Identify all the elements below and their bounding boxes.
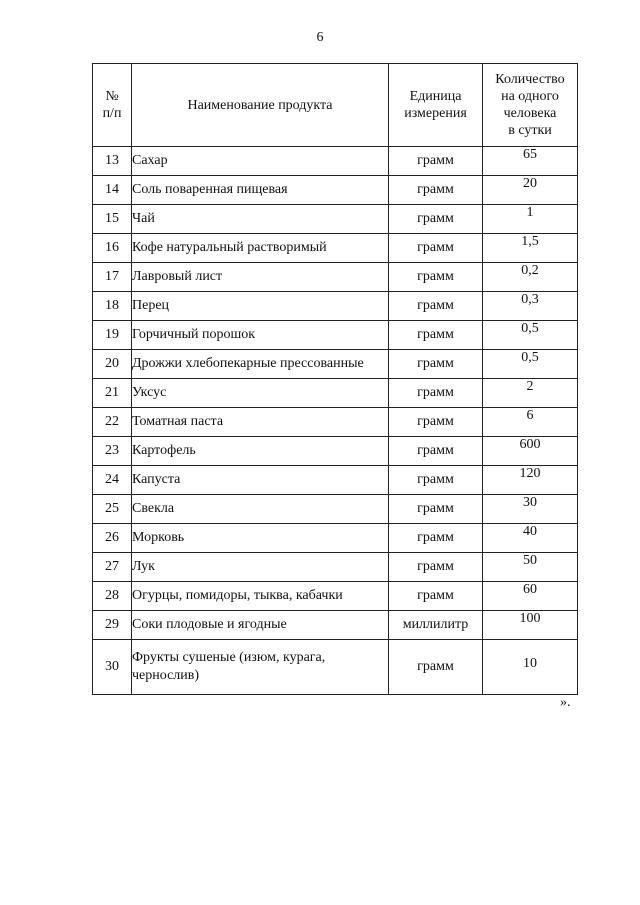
row-number: 16 [93, 234, 132, 263]
quantity: 65 [483, 147, 578, 176]
table-row [93, 524, 578, 553]
row-number: 23 [93, 437, 132, 466]
product-name: Фрукты сушеные (изюм, курага, чернослив) [132, 640, 389, 695]
unit: грамм [389, 582, 483, 611]
product-name: Лавровый лист [132, 263, 389, 292]
unit: грамм [389, 263, 483, 292]
table-row [93, 234, 578, 263]
unit: грамм [389, 379, 483, 408]
products-table [92, 63, 578, 695]
table-row [93, 582, 578, 611]
product-name: Дрожжи хлебопекарные прессованные [132, 350, 389, 379]
quantity: 10 [483, 640, 578, 695]
row-number: 29 [93, 611, 132, 640]
table-row [93, 437, 578, 466]
product-name: Чай [132, 205, 389, 234]
row-number: 25 [93, 495, 132, 524]
row-number: 24 [93, 466, 132, 495]
quantity: 60 [483, 582, 578, 611]
quantity: 2 [483, 379, 578, 408]
product-name: Огурцы, помидоры, тыква, кабачки [132, 582, 389, 611]
unit: грамм [389, 176, 483, 205]
table-row [93, 263, 578, 292]
row-number: 19 [93, 321, 132, 350]
product-name: Соки плодовые и ягодные [132, 611, 389, 640]
product-name: Морковь [132, 524, 389, 553]
quantity: 50 [483, 553, 578, 582]
table-row [93, 205, 578, 234]
product-name: Соль поваренная пищевая [132, 176, 389, 205]
row-number: 26 [93, 524, 132, 553]
quantity: 6 [483, 408, 578, 437]
quantity: 600 [483, 437, 578, 466]
page-number: 6 [316, 30, 324, 45]
quantity: 0,5 [483, 321, 578, 350]
closing-quote-mark: ». [560, 695, 571, 710]
table-row [93, 640, 578, 695]
product-name: Перец [132, 292, 389, 321]
product-name: Картофель [132, 437, 389, 466]
unit: грамм [389, 437, 483, 466]
table-row [93, 176, 578, 205]
row-number: 17 [93, 263, 132, 292]
table-row [93, 379, 578, 408]
product-name: Томатная паста [132, 408, 389, 437]
table-row [93, 292, 578, 321]
row-number: 22 [93, 408, 132, 437]
row-number: 14 [93, 176, 132, 205]
unit: грамм [389, 234, 483, 263]
unit: грамм [389, 495, 483, 524]
product-name: Свекла [132, 495, 389, 524]
quantity: 120 [483, 466, 578, 495]
row-number: 21 [93, 379, 132, 408]
table-row [93, 321, 578, 350]
header-num: № п/п [93, 64, 132, 147]
unit: грамм [389, 466, 483, 495]
table-row [93, 350, 578, 379]
product-name: Уксус [132, 379, 389, 408]
unit: грамм [389, 205, 483, 234]
product-name: Кофе натуральный растворимый [132, 234, 389, 263]
unit: грамм [389, 408, 483, 437]
unit: грамм [389, 524, 483, 553]
table-header-row [93, 64, 578, 147]
quantity: 20 [483, 176, 578, 205]
row-number: 18 [93, 292, 132, 321]
row-number: 20 [93, 350, 132, 379]
unit: грамм [389, 321, 483, 350]
table-row [93, 611, 578, 640]
unit: грамм [389, 292, 483, 321]
header-name: Наименование продукта [132, 64, 389, 147]
header-qty: Количество на одного человека в сутки [483, 64, 578, 147]
unit: грамм [389, 553, 483, 582]
row-number: 13 [93, 147, 132, 176]
quantity: 30 [483, 495, 578, 524]
table-row [93, 553, 578, 582]
table-row [93, 466, 578, 495]
product-name: Лук [132, 553, 389, 582]
quantity: 0,5 [483, 350, 578, 379]
unit: миллилитр [389, 611, 483, 640]
quantity: 40 [483, 524, 578, 553]
table-row [93, 495, 578, 524]
unit: грамм [389, 147, 483, 176]
unit: грамм [389, 350, 483, 379]
product-name: Сахар [132, 147, 389, 176]
quantity: 0,3 [483, 292, 578, 321]
row-number: 30 [93, 640, 132, 695]
unit: грамм [389, 640, 483, 695]
quantity: 0,2 [483, 263, 578, 292]
row-number: 15 [93, 205, 132, 234]
table-row [93, 147, 578, 176]
quantity: 100 [483, 611, 578, 640]
quantity: 1,5 [483, 234, 578, 263]
header-unit: Единица измерения [389, 64, 483, 147]
row-number: 27 [93, 553, 132, 582]
product-name: Горчичный порошок [132, 321, 389, 350]
product-name: Капуста [132, 466, 389, 495]
quantity: 1 [483, 205, 578, 234]
table-row [93, 408, 578, 437]
row-number: 28 [93, 582, 132, 611]
